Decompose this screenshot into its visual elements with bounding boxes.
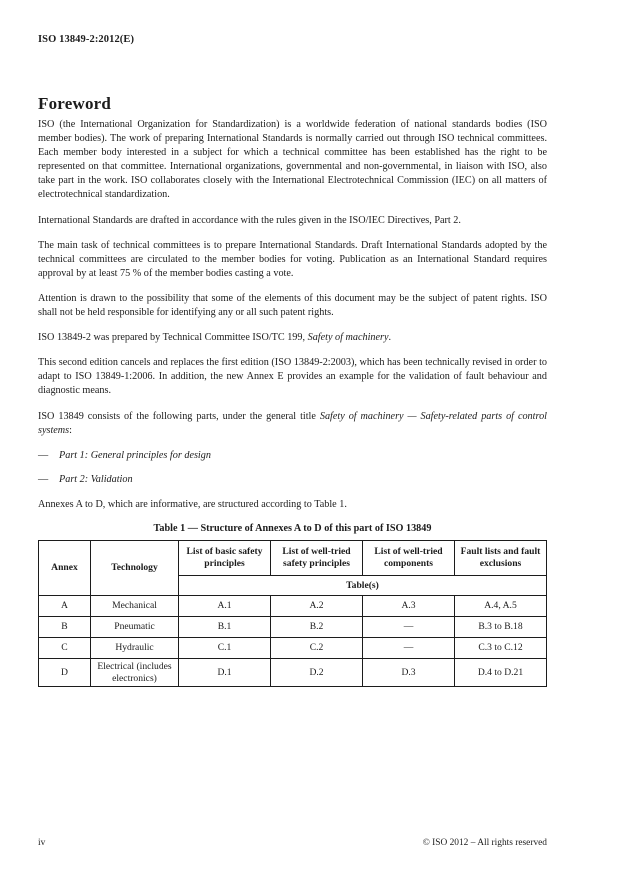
page-title: Foreword [38,94,112,114]
paragraph-directives: International Standards are drafted in accordance with the rules given in the ISO/IEC Directives, Part 2. [38,214,461,226]
general-title-italic: Safety of machinery — Safety-related parts of control systems [38,410,547,436]
table-body [39,595,547,686]
table-header-row [39,540,547,575]
column-header-fault-lists: Fault lists and fault exclusions [455,540,547,575]
cell-annex: C [39,637,91,658]
committee-text-prefix: ISO 13849-2 was prepared by Technical Committee ISO/TC 199, [38,332,308,344]
column-header-well-tried-components: List of well-tried components [363,540,455,575]
cell-well-tried-components: A.3 [363,595,455,616]
cell-fault-lists: A.4, A.5 [455,595,547,616]
cell-annex: D [39,658,91,686]
column-header-annex: Annex [39,540,91,595]
table-row [39,616,547,637]
cell-basic-safety: C.1 [179,637,271,658]
list-item-label: Part 1: General principles for design [59,449,211,461]
cell-technology: Mechanical [91,595,179,616]
list-item [38,449,547,463]
parts-intro-prefix: ISO 13849 consists of the following parts, under the general title [38,410,320,422]
cell-well-tried-safety: C.2 [271,637,363,658]
cell-well-tried-safety: D.2 [271,658,363,686]
paragraph-committee [38,331,547,345]
cell-annex: A [39,595,91,616]
page-footer [38,838,547,848]
committee-title-italic: Safety of machinery [307,332,389,344]
cell-annex: B [39,616,91,637]
column-header-basic-safety: List of basic safety principles [179,540,271,575]
list-item [38,473,547,487]
paragraph-second-edition: This second edition cancels and replaces the first edition (ISO 13849-2:2003), which has been technically revised in order to adapt to ISO 13849-1:2006. In addition, the new Annex E provides an example for the validation of fault behaviour and diagnostic means. [38,357,547,397]
em-dash-bullet-icon: — [38,449,49,461]
cell-fault-lists: B.3 to B.18 [455,616,547,637]
parts-intro-suffix: : [69,424,72,436]
foreword-body [38,118,547,687]
column-header-well-tried-safety: List of well-tried safety principles [271,540,363,575]
paragraph-main-task: The main task of technical committees is to prepare International Standards. Draft International Standards adopted by the technical committees are circulated to the member bodies for voting. Publication as an International Standard requires approval by at least 75 % of the member bodies casting a vote. [38,239,547,279]
cell-well-tried-safety: A.2 [271,595,363,616]
annex-structure-table [38,540,547,687]
cell-technology: Electrical (includes electronics) [91,658,179,686]
table-caption: Table 1 — Structure of Annexes A to D of this part of ISO 13849 [153,522,432,534]
column-header-tables-span: Table(s) [179,575,547,595]
parts-list [38,449,547,487]
cell-basic-safety: A.1 [179,595,271,616]
cell-fault-lists: C.3 to C.12 [455,637,547,658]
page-number: iv [38,838,46,848]
cell-basic-safety: D.1 [179,658,271,686]
em-dash-bullet-icon: — [38,473,49,485]
list-item-label: Part 2: Validation [59,473,133,485]
column-header-technology: Technology [91,540,179,595]
running-header: ISO 13849-2:2012(E) [38,34,135,45]
table-row [39,637,547,658]
cell-technology: Pneumatic [91,616,179,637]
committee-text-suffix: . [388,332,392,344]
cell-well-tried-safety: B.2 [271,616,363,637]
cell-well-tried-components: D.3 [363,658,455,686]
table-row [39,595,547,616]
copyright-notice: © ISO 2012 – All rights reserved [422,838,547,848]
paragraph-parts-intro [38,410,547,438]
cell-fault-lists: D.4 to D.21 [455,658,547,686]
cell-well-tried-components: — [363,637,455,658]
paragraph-patent-rights: Attention is drawn to the possibility that some of the elements of this document may be the subject of patent rights. ISO shall not be held responsible for identifying any or all such patent rights. [38,292,547,319]
cell-basic-safety: B.1 [179,616,271,637]
paragraph-annexes-intro: Annexes A to D, which are informative, are structured according to Table 1. [38,498,347,510]
table-header [39,540,547,595]
paragraph-iso-definition: ISO (the International Organization for Standardization) is a worldwide federation of national standards bodies (ISO member bodies). The work of preparing International Standards is normally carried out through ISO technical committees. Each member body interested in a subject for which a technical committee has been established has the right to be represented on that committee. International organizations, governmental and non-governmental, in liaison with ISO, also take part in the work. ISO collaborates closely with the International Electrotechnical Commission (IEC) on all matters of electrotechnical standardization. [38,119,547,201]
cell-technology: Hydraulic [91,637,179,658]
cell-well-tried-components: — [363,616,455,637]
table-row [39,658,547,686]
